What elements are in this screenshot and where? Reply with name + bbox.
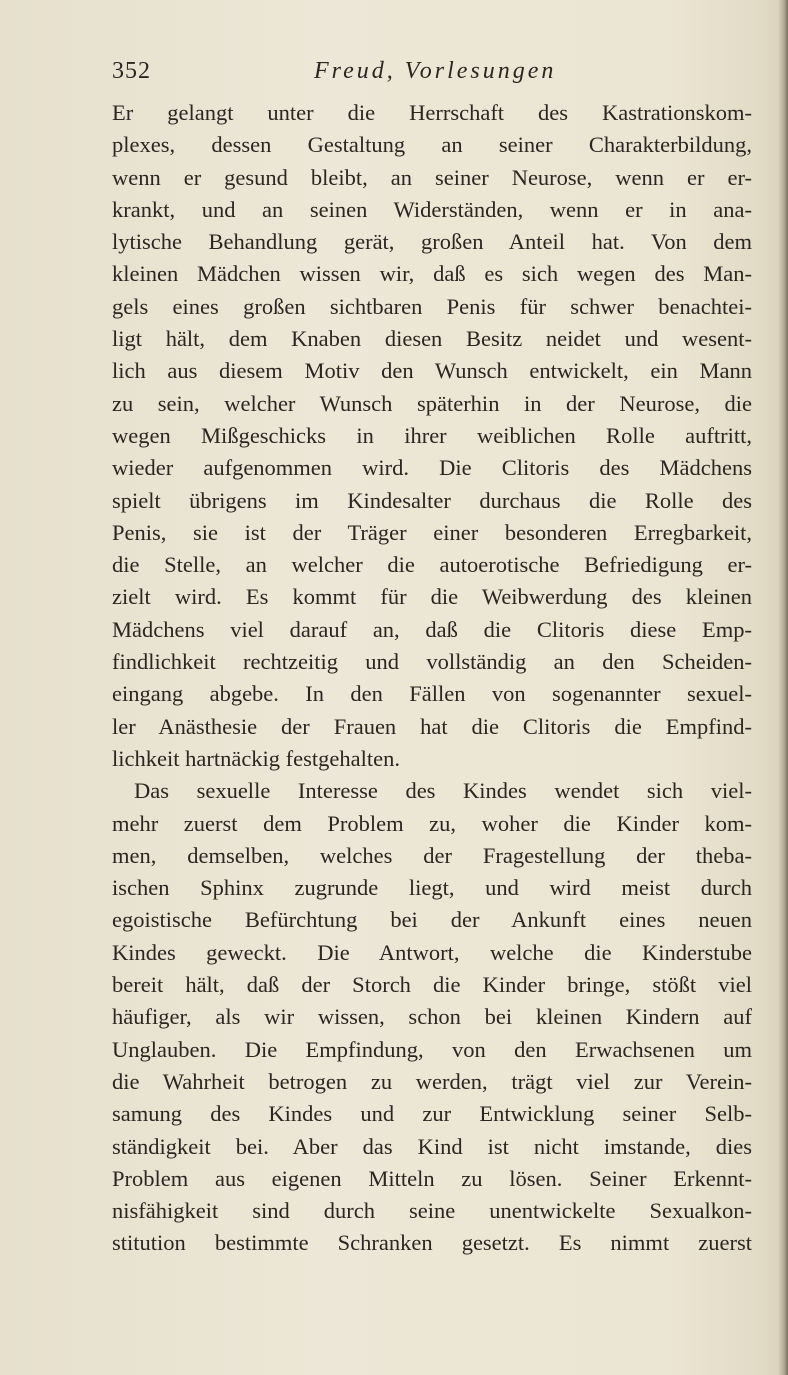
text-line: wegen Mißgeschicks in ihrer weiblichen Rolle auftritt, (112, 422, 752, 448)
text-line: findlichkeit rechtzeitig und vollständig an den Scheiden- (112, 649, 752, 675)
text-line: Problem aus eigenen Mitteln zu lösen. Seiner Erkennt- (112, 1165, 752, 1191)
page-header (112, 58, 752, 98)
text-line: die Wahrheit betrogen zu werden, trägt viel zur Verein- (112, 1068, 752, 1094)
text-line: Er gelangt unter die Herrschaft des Kastrationskom- (112, 100, 752, 125)
text-line: häufiger, als wir wissen, schon bei kleinen Kindern auf (112, 1004, 752, 1030)
text-line: lichkeit hartnäckig festgehalten. (112, 745, 401, 771)
text-line: Mädchens viel darauf an, daß die Clitoris diese Emp- (112, 616, 752, 642)
text-line: wieder aufgenommen wird. Die Clitoris des Mädchens (112, 455, 752, 481)
text-line: stitution bestimmte Schranken gesetzt. Es nimmt zuerst (112, 1230, 752, 1256)
text-line: die Stelle, an welcher die autoerotische Befriedigung er- (112, 552, 752, 578)
text-line: krankt, und an seinen Widerständen, wenn er in ana- (112, 196, 752, 222)
text-line: Penis, sie ist der Träger einer besonderen Erregbarkeit, (112, 519, 752, 545)
body-text (112, 97, 752, 1260)
text-line: zielt wird. Es kommt für die Weibwerdung des kleinen (112, 584, 752, 610)
text-line: plexes, dessen Gestaltung an seiner Charakterbildung, (112, 132, 752, 158)
page-number: 352 (112, 58, 151, 84)
text-line: ischen Sphinx zugrunde liegt, und wird meist durch (112, 875, 752, 901)
running-head: Freud, Vorlesungen (314, 58, 557, 84)
text-line: kleinen Mädchen wissen wir, daß es sich wegen des Man- (112, 261, 752, 287)
text-line: zu sein, welcher Wunsch späterhin in der Neurose, die (112, 390, 752, 416)
text-line: men, demselben, welches der Fragestellung der theba- (112, 842, 752, 868)
text-line: mehr zuerst dem Problem zu, woher die Kinder kom- (112, 810, 752, 836)
text-line: samung des Kindes und zur Entwicklung seiner Selb- (112, 1101, 752, 1127)
text-line: ständigkeit bei. Aber das Kind ist nicht imstande, dies (112, 1133, 752, 1159)
paragraph-1 (112, 97, 752, 775)
text-line: Das sexuelle Interesse des Kindes wendet sich viel- (134, 778, 752, 804)
paragraph-2 (112, 775, 752, 1259)
text-line: wenn er gesund bleibt, an seiner Neurose, wenn er er- (112, 164, 752, 190)
text-line: nisfähigkeit sind durch seine unentwickelte Sexualkon- (112, 1198, 752, 1224)
text-line: egoistische Befürchtung bei der Ankunft eines neuen (112, 907, 752, 933)
text-line: Unglauben. Die Empfindung, von den Erwachsenen um (112, 1036, 752, 1062)
text-line: eingang abgebe. In den Fällen von sogenannter sexuel- (112, 681, 752, 707)
text-line: lytische Behandlung gerät, großen Anteil hat. Von dem (112, 229, 752, 255)
text-line: Kindes geweckt. Die Antwort, welche die Kinderstube (112, 939, 752, 965)
text-line: gels eines großen sichtbaren Penis für schwer benachtei- (112, 293, 752, 319)
page-edge-shadow (778, 0, 788, 1375)
text-line: spielt übrigens im Kindesalter durchaus die Rolle des (112, 487, 752, 513)
text-line: ler Anästhesie der Frauen hat die Clitoris die Empfind- (112, 713, 752, 739)
text-line: ligt hält, dem Knaben diesen Besitz neidet und wesent- (112, 326, 752, 352)
text-line: lich aus diesem Motiv den Wunsch entwickelt, ein Mann (112, 358, 752, 384)
text-line: bereit hält, daß der Storch die Kinder bringe, stößt viel (112, 972, 752, 998)
